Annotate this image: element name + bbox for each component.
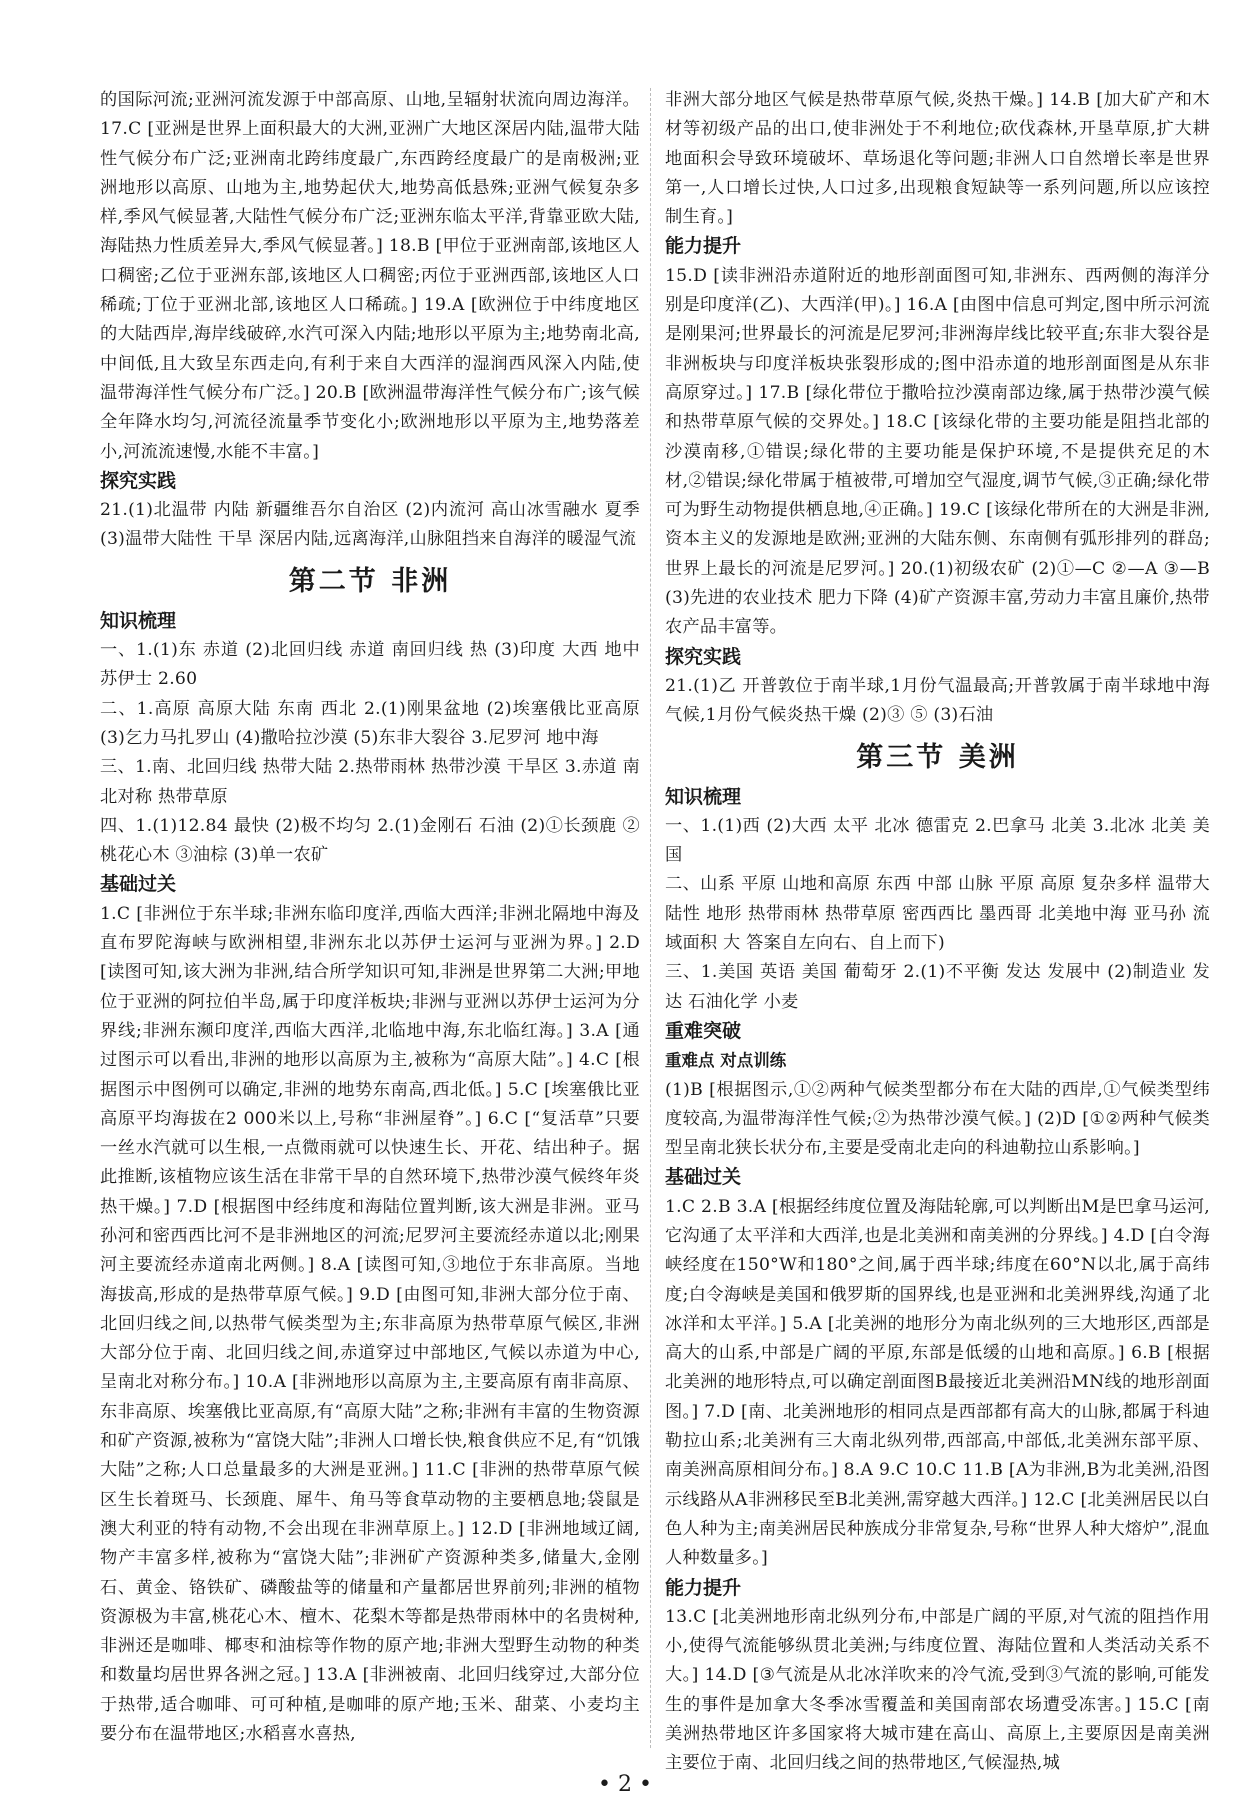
- answer-paragraph: 1.C 2.B 3.A [根据经纬度位置及海陆轮廓,可以判断出M是巴拿马运河,它沟通了太平洋和大西洋,也是北美洲和南美洲的分界线。] 4.D [白令海峡经度在150°W和180°之间,属于西半球;纬度在60°N以北,属于高纬度;白令海峡是美国和俄罗斯的国界线,也是亚洲和北美洲界线,沟通了北冰洋和太平洋。] 5.A [北美洲的地形分为南北纵列的三大地形区,西部是高大的山系,中部是广阔的平原,东部是低缓的山地和高原。] 6.B [根据北美洲的地形特点,可以确定剖面图B最接近北美洲沿MN线的地形剖面图。] 7.D [南、北美洲地形的相同点是西部都有高大的山脉,都属于科迪勒拉山系;北美洲有三大南北纵列带,西部高,中部低,北美洲东部平原、南美洲高原相间分布。] 8.A 9.C 10.C 11.B [A为非洲,B为北美洲,沿图示线路从A非洲移民至B北美洲,需穿越大西洋。] 12.C [北美洲居民以白色人种为主;南美洲居民种族成分非常复杂,号称“世界人种大熔炉”,混血人种数量多。]: [665, 1196, 1210, 1569]
- answer-paragraph: 21.(1)北温带 内陆 新疆维吾尔自治区 (2)内流河 高山冰雪融水 夏季 (3)温带大陆性 干旱 深居内陆,远离海洋,山脉阻挡来自海洋的暖湿气流: [100, 500, 640, 550]
- section-heading: 知识梳理: [100, 609, 177, 632]
- section-heading: 能力提升: [665, 235, 742, 258]
- answer-paragraph: 一、1.(1)东 赤道 (2)北回归线 赤道 南回归线 热 (3)印度 大西 地中 苏伊士 2.60: [100, 640, 640, 690]
- subsection-heading: 重难点 对点训练: [665, 1051, 787, 1071]
- page-number: • 2 •: [598, 1772, 652, 1797]
- section-heading: 探究实践: [665, 645, 742, 668]
- chapter-section-title: 第二节 非洲: [288, 565, 452, 597]
- right-column: [665, 86, 1210, 1779]
- section-heading: 知识梳理: [665, 785, 742, 808]
- answer-paragraph: 非洲大部分地区气候是热带草原气候,炎热干燥。] 14.B [加大矿产和木材等初级产品的出口,使非洲处于不利地位;砍伐森林,开垦草原,扩大耕地面积会导致环境破坏、草场退化等问题;非洲人口自然增长率是世界第一,人口增长过快,人口过多,出现粮食短缺等一系列问题,所以应该控制生育。]: [665, 90, 1210, 228]
- answer-paragraph: 四、1.(1)12.84 最快 (2)极不均匀 2.(1)金刚石 石油 (2)①长颈鹿 ②桃花心木 ③油棕 (3)单一农矿: [100, 815, 640, 866]
- answer-paragraph: 1.C [非洲位于东半球;非洲东临印度洋,西临大西洋;非洲北隔地中海及直布罗陀海峡与欧洲相望,非洲东北以苏伊士运河与亚洲为界。] 2.D [读图可知,该大洲为非洲,结合所学知识可知,非洲是世界第二大洲;甲地位于亚洲的阿拉伯半岛,属于印度洋板块;非洲与亚洲以苏伊士运河为分界线;非洲东濒印度洋,西临大西洋,北临地中海,东北临红海。] 3.A [通过图示可以看出,非洲的地形以高原为主,被称为“高原大陆”。] 4.C [根据图示中图例可以确定,非洲的地势东南高,西北低。] 5.C [埃塞俄比亚高原平均海拔在2 000米以上,号称“非洲屋脊”。] 6.C [“复活草”只要一丝水汽就可以生根,一点微雨就可以快速生长、开花、结出种子。据此推断,该植物应该生活在非常干旱的自然环境下,热带沙漠气候终年炎热干燥。] 7.D [根据图中经纬度和海陆位置判断,该大洲是非洲。亚马孙河和密西西比河不是非洲地区的河流;尼罗河主要流经赤道以北;刚果河主要流经赤道南北两侧。] 8.A [读图可知,③地位于东非高原。当地海拔高,形成的是热带草原气候。] 9.D [由图可知,非洲大部分位于南、北回归线之间,以热带气候类型为主;东非高原为热带草原气候区,非洲大部分位于南、北回归线之间,赤道穿过中部地区,气候以赤道为中心,呈南北对称分布。] 10.A [非洲地形以高原为主,主要高原有南非高原、东非高原、埃塞俄比亚高原,有“高原大陆”之称;非洲有丰富的生物资源和矿产资源,被称为“富饶大陆”;非洲人口增长快,粮食供应不足,有“饥饿大陆”之称;人口总量最多的大洲是亚洲。] 11.C [非洲的热带草原气候区生长着斑马、长颈鹿、犀牛、角马等食草动物的主要栖息地;袋鼠是澳大利亚的特有动物,不会出现在非洲草原上。] 12.D [非洲地域辽阔,物产丰富多样,被称为“富饶大陆”;非洲矿产资源种类多,储量大,金刚石、黄金、铬铁矿、磷酸盐等的储量和产量都居世界前列;非洲的植物资源极为丰富,桃花心木、檀木、花梨木等都是热带雨林中的名贵树种,非洲还是咖啡、椰枣和油棕等作物的原产地;非洲大型野生动物的种类和数量均居世界各洲之冠。] 13.A [非洲被南、北回归线穿过,大部分位于热带,适合咖啡、可可种植,是咖啡的原产地;玉米、甜菜、小麦均主要分布在温带地区;水稻喜水喜热,: [100, 903, 640, 1745]
- column-divider: [650, 88, 651, 1748]
- answer-paragraph: 三、1.美国 英语 美国 葡萄牙 2.(1)不平衡 发达 发展中 (2)制造业 发达 石油化学 小麦: [665, 962, 1210, 1012]
- chapter-section-title: 第三节 美洲: [856, 741, 1019, 773]
- section-heading: 探究实践: [100, 469, 177, 492]
- section-heading: 基础过关: [665, 1166, 742, 1189]
- answer-paragraph: (1)B [根据图示,①②两种气候类型都分布在大陆的西岸,①气候类型纬度较高,为温带海洋性气候;②为热带沙漠气候。] (2)D [①②两种气候类型呈南北狭长状分布,主要是受南北走向的科迪勒拉山系影响。]: [665, 1079, 1210, 1159]
- section-heading: 基础过关: [100, 873, 177, 896]
- answer-paragraph: 的国际河流;亚洲河流发源于中部高原、山地,呈辐射状流向周边海洋。 17.C [亚洲是世界上面积最大的大洲,亚洲广大地区深居内陆,温带大陆性气候分布广泛;亚洲南北跨纬度最广,东西跨经度最广的是南极洲;亚洲地形以高原、山地为主,地势起伏大,地势高低悬殊;亚洲气候复杂多样,季风气候显著,大陆性气候分布广泛;亚洲东临太平洋,背靠亚欧大陆,海陆热力性质差异大,季风气候显著。] 18.B [甲位于亚洲南部,该地区人口稠密;乙位于亚洲东部,该地区人口稠密;丙位于亚洲西部,该地区人口稀疏;丁位于亚洲北部,该地区人口稀疏。] 19.A [欧洲位于中纬度地区的大陆西岸,海岸线破碎,水汽可深入内陆;地形以平原为主;地势南北高,中间低,且大致呈东西走向,有利于来自大西洋的湿润西风深入内陆,使温带海洋性气候分布广泛。] 20.B [欧洲温带海洋性气候分布广;该气候全年降水均匀,河流径流量季节变化小;欧洲地形以平原为主,地势落差小,河流流速慢,水能不丰富。]: [100, 90, 640, 462]
- answer-paragraph: 二、山系 平原 山地和高原 东西 中部 山脉 平原 高原 复杂多样 温带大陆性 地形 热带雨林 热带草原 密西西比 墨西哥 北美地中海 亚马孙 流域面积 大 答案自左向右、自上而下): [665, 874, 1210, 954]
- section-heading: 重难突破: [665, 1019, 742, 1042]
- answer-paragraph: 15.D [读非洲沿赤道附近的地形剖面图可知,非洲东、西两侧的海洋分别是印度洋(乙)、大西洋(甲)。] 16.A [由图中信息可判定,图中所示河流是刚果河;世界最长的河流是尼罗河;非洲海岸线比较平直;东非大裂谷是非洲板块与印度洋板块张裂形成的;图中沿赤道的地形剖面图是从东非高原穿过。] 17.B [绿化带位于撒哈拉沙漠南部边缘,属于热带沙漠气候和热带草原气候的交界处。] 18.C [该绿化带的主要功能是阻挡北部的沙漠南移,①错误;绿化带的主要功能是保护环境,不是提供充足的木材,②错误;绿化带属于植被带,可增加空气湿度,调节气候,③正确;绿化带可为野生动物提供栖息地,④正确。] 19.C [该绿化带所在的大洲是非洲,资本主义的发源地是欧洲;亚洲的大陆东侧、东南侧有弧形排列的群岛;世界上最长的河流是尼罗河。] 20.(1)初级农矿 (2)①—C ②—A ③—B (3)先进的农业技术 肥力下降 (4)矿产资源丰富,劳动力丰富且廉价,热带农产品丰富等。: [665, 265, 1210, 638]
- answer-paragraph: 二、1.高原 高原大陆 东南 西北 2.(1)刚果盆地 (2)埃塞俄比亚高原 (3)乞力马扎罗山 (4)撒哈拉沙漠 (5)东非大裂谷 3.尼罗河 地中海: [100, 698, 640, 748]
- answer-paragraph: 一、1.(1)西 (2)大西 太平 北冰 德雷克 2.巴拿马 北美 3.北冰 北美 美国: [665, 815, 1210, 866]
- answer-paragraph: 21.(1)乙 开普敦位于南半球,1月份气温最高;开普敦属于南半球地中海气候,1月份气候炎热干燥 (2)③ ⑤ (3)石油: [665, 675, 1210, 726]
- answer-paragraph: 13.C [北美洲地形南北纵列分布,中部是广阔的平原,对气流的阻挡作用小,使得气流能够纵贯北美洲;与纬度位置、海陆位置和人类活动关系不大。] 14.D [③气流是从北冰洋吹来的冷气流,受到③气流的影响,可能发生的事件是加拿大冬季冰雪覆盖和美国南部农场遭受冻害。] 15.C [南美洲热带地区许多国家将大城市建在高山、高原上,主要原因是南美洲主要位于南、北回归线之间的热带地区,气候湿热,城: [665, 1606, 1210, 1774]
- section-heading: 能力提升: [665, 1576, 742, 1599]
- answer-paragraph: 三、1.南、北回归线 热带大陆 2.热带雨林 热带沙漠 干旱区 3.赤道 南北对称 热带草原: [100, 757, 640, 807]
- left-column: [100, 86, 640, 1749]
